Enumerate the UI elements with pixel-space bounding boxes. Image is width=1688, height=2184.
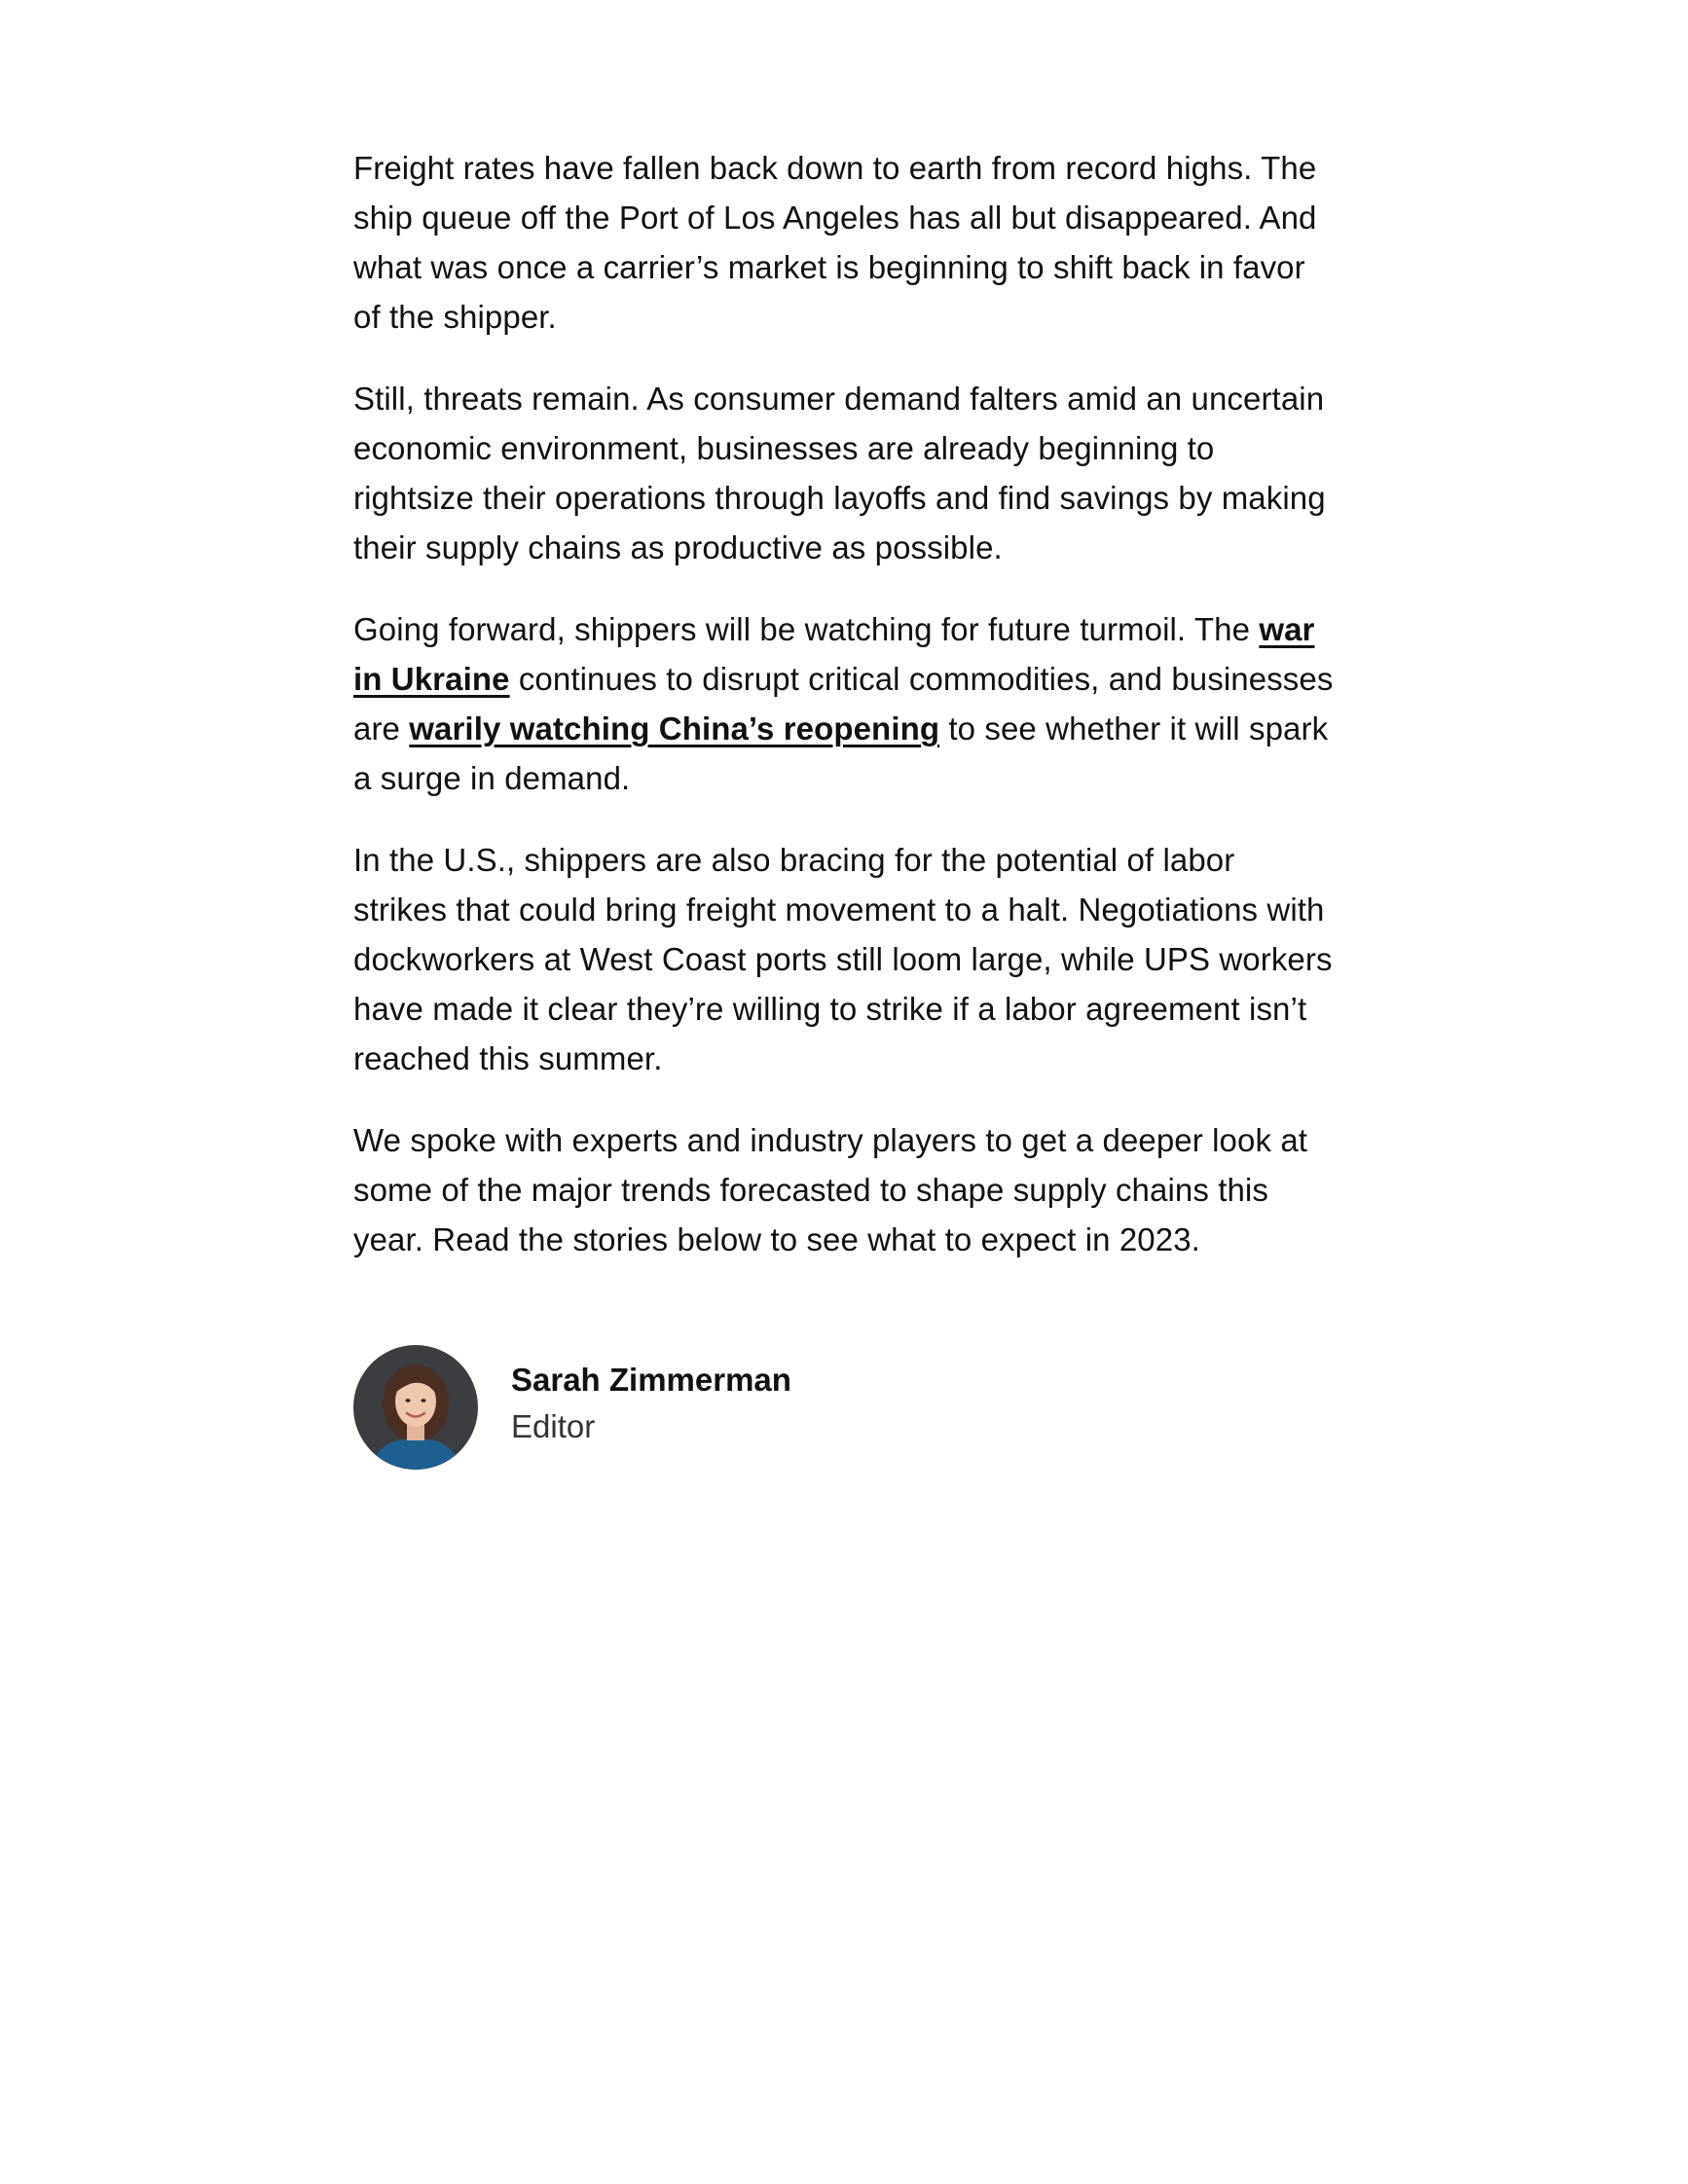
author-info	[511, 1357, 791, 1450]
china-reopening-link[interactable]: warily watching China’s reopening	[409, 710, 940, 746]
paragraph-labor-strikes: In the U.S., shippers are also bracing for the potential of labor strikes that could bring freight movement to a halt. Negotiations with dockworkers at West Coast ports still loom large, while UPS workers have made it clear they’re willing to strike if a labor agreement isn’t reached this summer.	[353, 842, 1333, 1076]
paragraph-text: Going forward, shippers will be watching for future turmoil. The	[353, 611, 1260, 647]
paragraph-text: continues to disrupt critical commodities, and businesses are	[353, 661, 1334, 746]
paragraph-experts: We spoke with experts and industry players to get a deeper look at some of the major trends forecasted to shape supply chains this year. Read the stories below to see what to expect in 2023.	[353, 1122, 1308, 1257]
author-avatar	[353, 1345, 478, 1470]
article-body	[353, 143, 1337, 1296]
author-name: Sarah Zimmerman	[511, 1362, 791, 1398]
paragraph-going-forward	[353, 604, 1337, 803]
author-role: Editor	[511, 1408, 596, 1444]
author-byline	[353, 1345, 791, 1470]
paragraph-text: to see whether it will spark a surge in demand.	[353, 710, 1329, 796]
paragraph-freight-rates: Freight rates have fallen back down to earth from record highs. The ship queue off the Port of Los Angeles has all but disappeared. And what was once a carrier’s market is beginning to shift back in favor of the shipper.	[353, 150, 1317, 335]
war-in-ukraine-link[interactable]: war in Ukraine	[353, 611, 1315, 697]
paragraph-threats: Still, threats remain. As consumer demand falters amid an uncertain economic environment, businesses are already beginning to rightsize their operations through layoffs and find savings by making their supply chains as productive as possible.	[353, 381, 1326, 565]
